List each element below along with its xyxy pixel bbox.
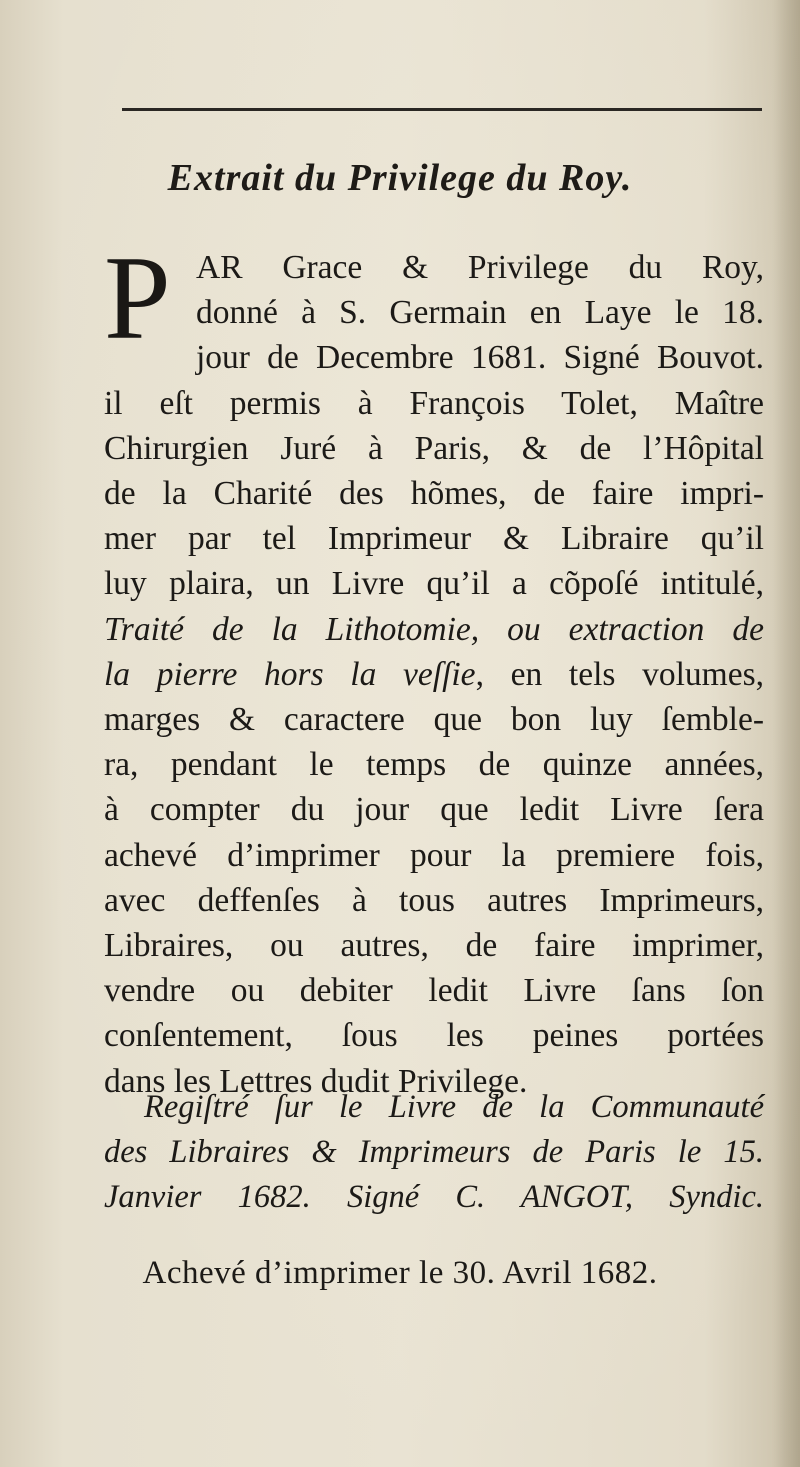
body-line: donné à S. Germain en Laye le 18. xyxy=(196,294,764,332)
registration-line: Janvier 1682. Signé C. ANGOT, Syndic. xyxy=(104,1179,764,1215)
page-gutter-shadow xyxy=(772,0,800,1467)
body-line: avec deffenſes à tous autres Imprimeurs, xyxy=(104,881,764,919)
printing-completion-note: Achevé d’imprimer le 30. Avril 1682. xyxy=(142,1255,658,1291)
body-line: ra, pendant le temps de quinze années, xyxy=(104,746,764,784)
privilege-heading: Extrait du Privilege du Roy. xyxy=(167,157,633,199)
body-line: marges & caractere que bon luy ſemble- xyxy=(104,701,764,739)
body-line: dans les Lettres dudit Privilege. xyxy=(104,1062,528,1100)
book-title-line: Traité de la Lithotomie, ou extraction de xyxy=(104,610,764,648)
body-line: à compter du jour que ledit Livre ſera xyxy=(104,791,764,829)
body-line: Libraires, ou autres, de faire imprimer, xyxy=(104,927,764,965)
body-line: mer par tel Imprimeur & Libraire qu’il xyxy=(104,520,764,558)
body-line: achevé d’imprimer pour la premiere fois, xyxy=(104,836,764,874)
registration-note xyxy=(104,1085,764,1220)
body-text-tail: , en tels volumes, xyxy=(475,655,765,693)
body-line: il eſt permis à François Tolet, Maître xyxy=(104,384,764,422)
registration-line: Regiſtré ſur le Livre de la Communauté xyxy=(144,1089,764,1125)
body-line: jour de Decembre 1681. Signé Bouvot. xyxy=(196,339,764,377)
book-title-end: la pierre hors la veſſie xyxy=(104,655,476,693)
body-line: de la Charité des hõmes, de faire impri- xyxy=(104,475,764,513)
body-line: vendre ou debiter ledit Livre ſans ſon xyxy=(104,972,764,1010)
top-rule xyxy=(122,108,762,111)
body-line: conſentement, ſous les peines portées xyxy=(104,1017,764,1055)
book-title-line-with-tail xyxy=(104,652,764,697)
body-line: luy plaira, un Livre qu’il a cõpoſé intitulé, xyxy=(104,565,764,603)
body-line: Chirurgien Juré à Paris, & de l’Hôpital xyxy=(104,429,764,467)
privilege-body xyxy=(104,231,765,1104)
body-line: AR Grace & Privilege du Roy, xyxy=(196,249,764,286)
registration-line: des Libraires & Imprimeurs de Paris le 15. xyxy=(104,1134,764,1170)
drop-cap: P xyxy=(104,231,171,364)
